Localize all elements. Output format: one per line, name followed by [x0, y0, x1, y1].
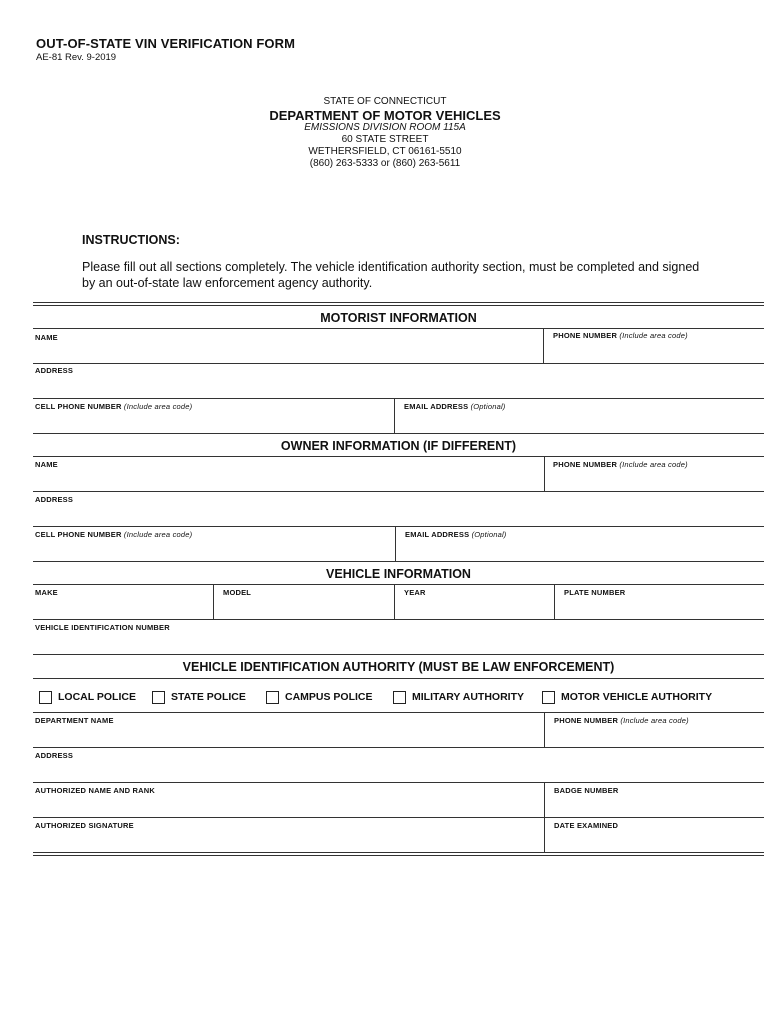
authorized-name-field[interactable]: AUTHORIZED NAME AND RANK	[35, 786, 155, 795]
divider	[33, 654, 764, 655]
agency-department: DEPARTMENT OF MOTOR VEHICLES	[269, 108, 501, 123]
owner-phone-field[interactable]: PHONE NUMBER (Include area code)	[553, 460, 688, 469]
campus-police-checkbox[interactable]: CAMPUS POLICE	[266, 690, 373, 704]
divider	[394, 584, 395, 619]
owner-name-field[interactable]: NAME	[35, 460, 58, 469]
divider	[33, 712, 764, 713]
badge-number-field[interactable]: BADGE NUMBER	[554, 786, 619, 795]
vehicle-model-field[interactable]: MODEL	[223, 588, 252, 597]
agency-phones: (860) 263-5333 or (860) 263-5611	[309, 158, 461, 169]
divider	[33, 398, 764, 399]
divider	[544, 782, 545, 817]
divider	[33, 747, 764, 748]
form-revision: AE-81 Rev. 9-2019	[36, 52, 117, 63]
instructions-heading: INSTRUCTIONS:	[82, 233, 180, 247]
vehicle-year-field[interactable]: YEAR	[404, 588, 426, 597]
divider	[544, 817, 545, 852]
date-examined-field[interactable]: DATE EXAMINED	[554, 821, 619, 830]
divider	[33, 363, 764, 364]
divider	[33, 456, 764, 457]
divider	[33, 302, 764, 303]
agency-street: 60 STATE STREET	[341, 134, 429, 145]
checkbox-box[interactable]	[39, 691, 52, 704]
authorized-signature-field[interactable]: AUTHORIZED SIGNATURE	[35, 821, 134, 830]
motorist-name-field[interactable]: NAME	[35, 333, 58, 342]
agency-division: EMISSIONS DIVISION ROOM 115A	[304, 122, 466, 133]
divider	[213, 584, 214, 619]
divider	[33, 678, 764, 679]
motor-vehicle-authority-checkbox[interactable]: MOTOR VEHICLE AUTHORITY	[542, 690, 712, 704]
agency-city: WETHERSFIELD, CT 06161-5510	[308, 146, 462, 157]
motorist-email-field[interactable]: EMAIL ADDRESS (Optional)	[404, 402, 506, 411]
form-title: OUT-OF-STATE VIN VERIFICATION FORM	[36, 36, 296, 51]
checkbox-box[interactable]	[152, 691, 165, 704]
divider	[33, 433, 764, 434]
divider	[33, 855, 764, 856]
divider	[33, 328, 764, 329]
motorist-phone-field[interactable]: PHONE NUMBER (Include area code)	[553, 331, 688, 340]
divider	[33, 852, 764, 853]
divider	[33, 305, 764, 306]
vehicle-plate-field[interactable]: PLATE NUMBER	[564, 588, 626, 597]
owner-cell-field[interactable]: CELL PHONE NUMBER (Include area code)	[35, 530, 193, 539]
divider	[33, 561, 764, 562]
vehicle-vin-field[interactable]: VEHICLE IDENTIFICATION NUMBER	[35, 623, 170, 632]
owner-address-field[interactable]: ADDRESS	[35, 495, 74, 504]
motorist-section-title: MOTORIST INFORMATION	[320, 311, 477, 325]
owner-email-field[interactable]: EMAIL ADDRESS (Optional)	[405, 530, 507, 539]
checkbox-box[interactable]	[542, 691, 555, 704]
owner-section-title: OWNER INFORMATION (IF DIFFERENT)	[280, 439, 517, 453]
checkbox-box[interactable]	[393, 691, 406, 704]
local-police-checkbox[interactable]: LOCAL POLICE	[39, 690, 136, 704]
divider	[544, 456, 545, 491]
military-authority-checkbox[interactable]: MILITARY AUTHORITY	[393, 690, 524, 704]
divider	[33, 782, 764, 783]
divider	[33, 817, 764, 818]
department-address-field[interactable]: ADDRESS	[35, 751, 74, 760]
instructions-text: Please fill out all sections completely. The vehicle identification authority section, must be completed and signed by an out-of-state law enforcement agency authority.	[82, 260, 700, 290]
divider	[395, 526, 396, 561]
vehicle-make-field[interactable]: MAKE	[35, 588, 58, 597]
divider	[394, 398, 395, 433]
divider	[544, 712, 545, 747]
agency-state: STATE OF CONNECTICUT	[323, 96, 447, 107]
divider	[33, 526, 764, 527]
divider	[33, 619, 764, 620]
department-phone-field[interactable]: PHONE NUMBER (Include area code)	[554, 716, 689, 725]
state-police-checkbox[interactable]: STATE POLICE	[152, 690, 246, 704]
department-name-field[interactable]: DEPARTMENT NAME	[35, 716, 114, 725]
vehicle-section-title: VEHICLE INFORMATION	[326, 567, 471, 581]
authority-section-title: VEHICLE IDENTIFICATION AUTHORITY (MUST BE LAW ENFORCEMENT)	[182, 660, 615, 674]
divider	[554, 584, 555, 619]
motorist-address-field[interactable]: ADDRESS	[35, 366, 74, 375]
divider	[33, 491, 764, 492]
divider	[543, 328, 544, 363]
motorist-cell-field[interactable]: CELL PHONE NUMBER (Include area code)	[35, 402, 193, 411]
divider	[33, 584, 764, 585]
checkbox-box[interactable]	[266, 691, 279, 704]
